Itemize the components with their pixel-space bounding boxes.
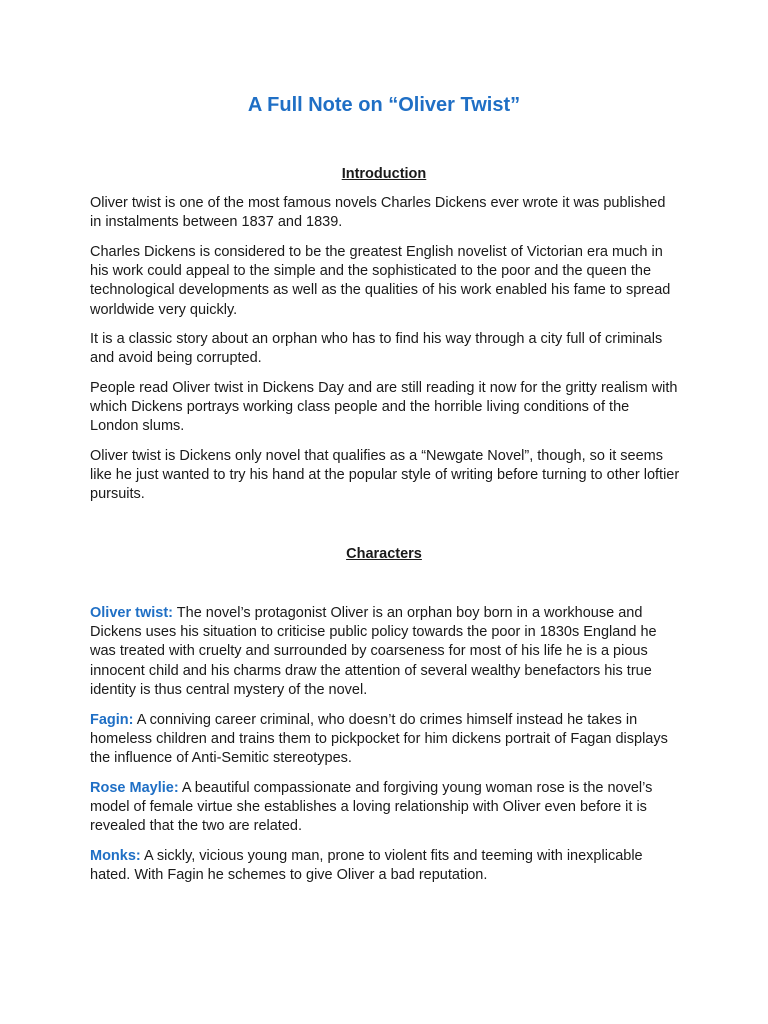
character-entry-fagin [90,711,680,769]
introduction-heading: Introduction [341,166,427,182]
character-description: The novel’s protagonist Oliver is an orphan boy born in a workhouse and Dickens uses his situation to criticise public policy towards the poor in 1830s England he was treated with cruelty and surrounded by coarseness for most of his life he is a pious innocent child and his charms draw the attention of several wealthy benefactors his true identity is thus central mystery of the novel. [90,605,657,698]
character-name: Monks: [90,848,141,864]
character-name: Oliver twist: [90,605,173,621]
character-entry-oliver [90,604,680,700]
intro-paragraph-3: It is a classic story about an orphan who has to find his way through a city full of criminals and avoid being corrupted. [90,331,663,367]
character-description: A conniving career criminal, who doesn’t do crimes himself instead he takes in homeless children and trains them to pickpocket for him dickens portrait of Fagan displays the influence of Anti-Semitic stereotypes. [90,712,668,767]
character-description: A beautiful compassionate and forgiving young woman rose is the novel’s model of female virtue she establishes a loving relationship with Oliver even before it is revealed that the two are related. [90,780,653,835]
intro-paragraph-4: People read Oliver twist in Dickens Day and are still reading it now for the gritty realism with which Dickens portrays working class people and the horrible living conditions of the London slums. [90,380,678,435]
intro-paragraph-1: Oliver twist is one of the most famous novels Charles Dickens ever wrote it was published in instalments between 1837 and 1839. [90,195,666,231]
character-entry-monks [90,847,680,885]
intro-paragraph-5: Oliver twist is Dickens only novel that qualifies as a “Newgate Novel”, though, so it seems like he just wanted to try his hand at the popular style of writing before turning to other loftier pursuits. [90,448,680,503]
character-description: A sickly, vicious young man, prone to violent fits and teeming with inexplicable hated. With Fagin he schemes to give Oliver a bad reputation. [90,848,643,884]
document-title: A Full Note on “Oliver Twist” [247,94,521,116]
characters-heading: Characters [346,546,422,562]
intro-paragraph-2: Charles Dickens is considered to be the greatest English novelist of Victorian era much in his work could appeal to the simple and the sophisticated to the poor and the queen the technological developments as well as the qualities of his work enabled his fame to spread worldwide very quickly. [90,244,671,318]
character-entry-rose-maylie [90,779,680,837]
character-name: Fagin: [90,712,134,728]
character-name: Rose Maylie: [90,780,179,796]
